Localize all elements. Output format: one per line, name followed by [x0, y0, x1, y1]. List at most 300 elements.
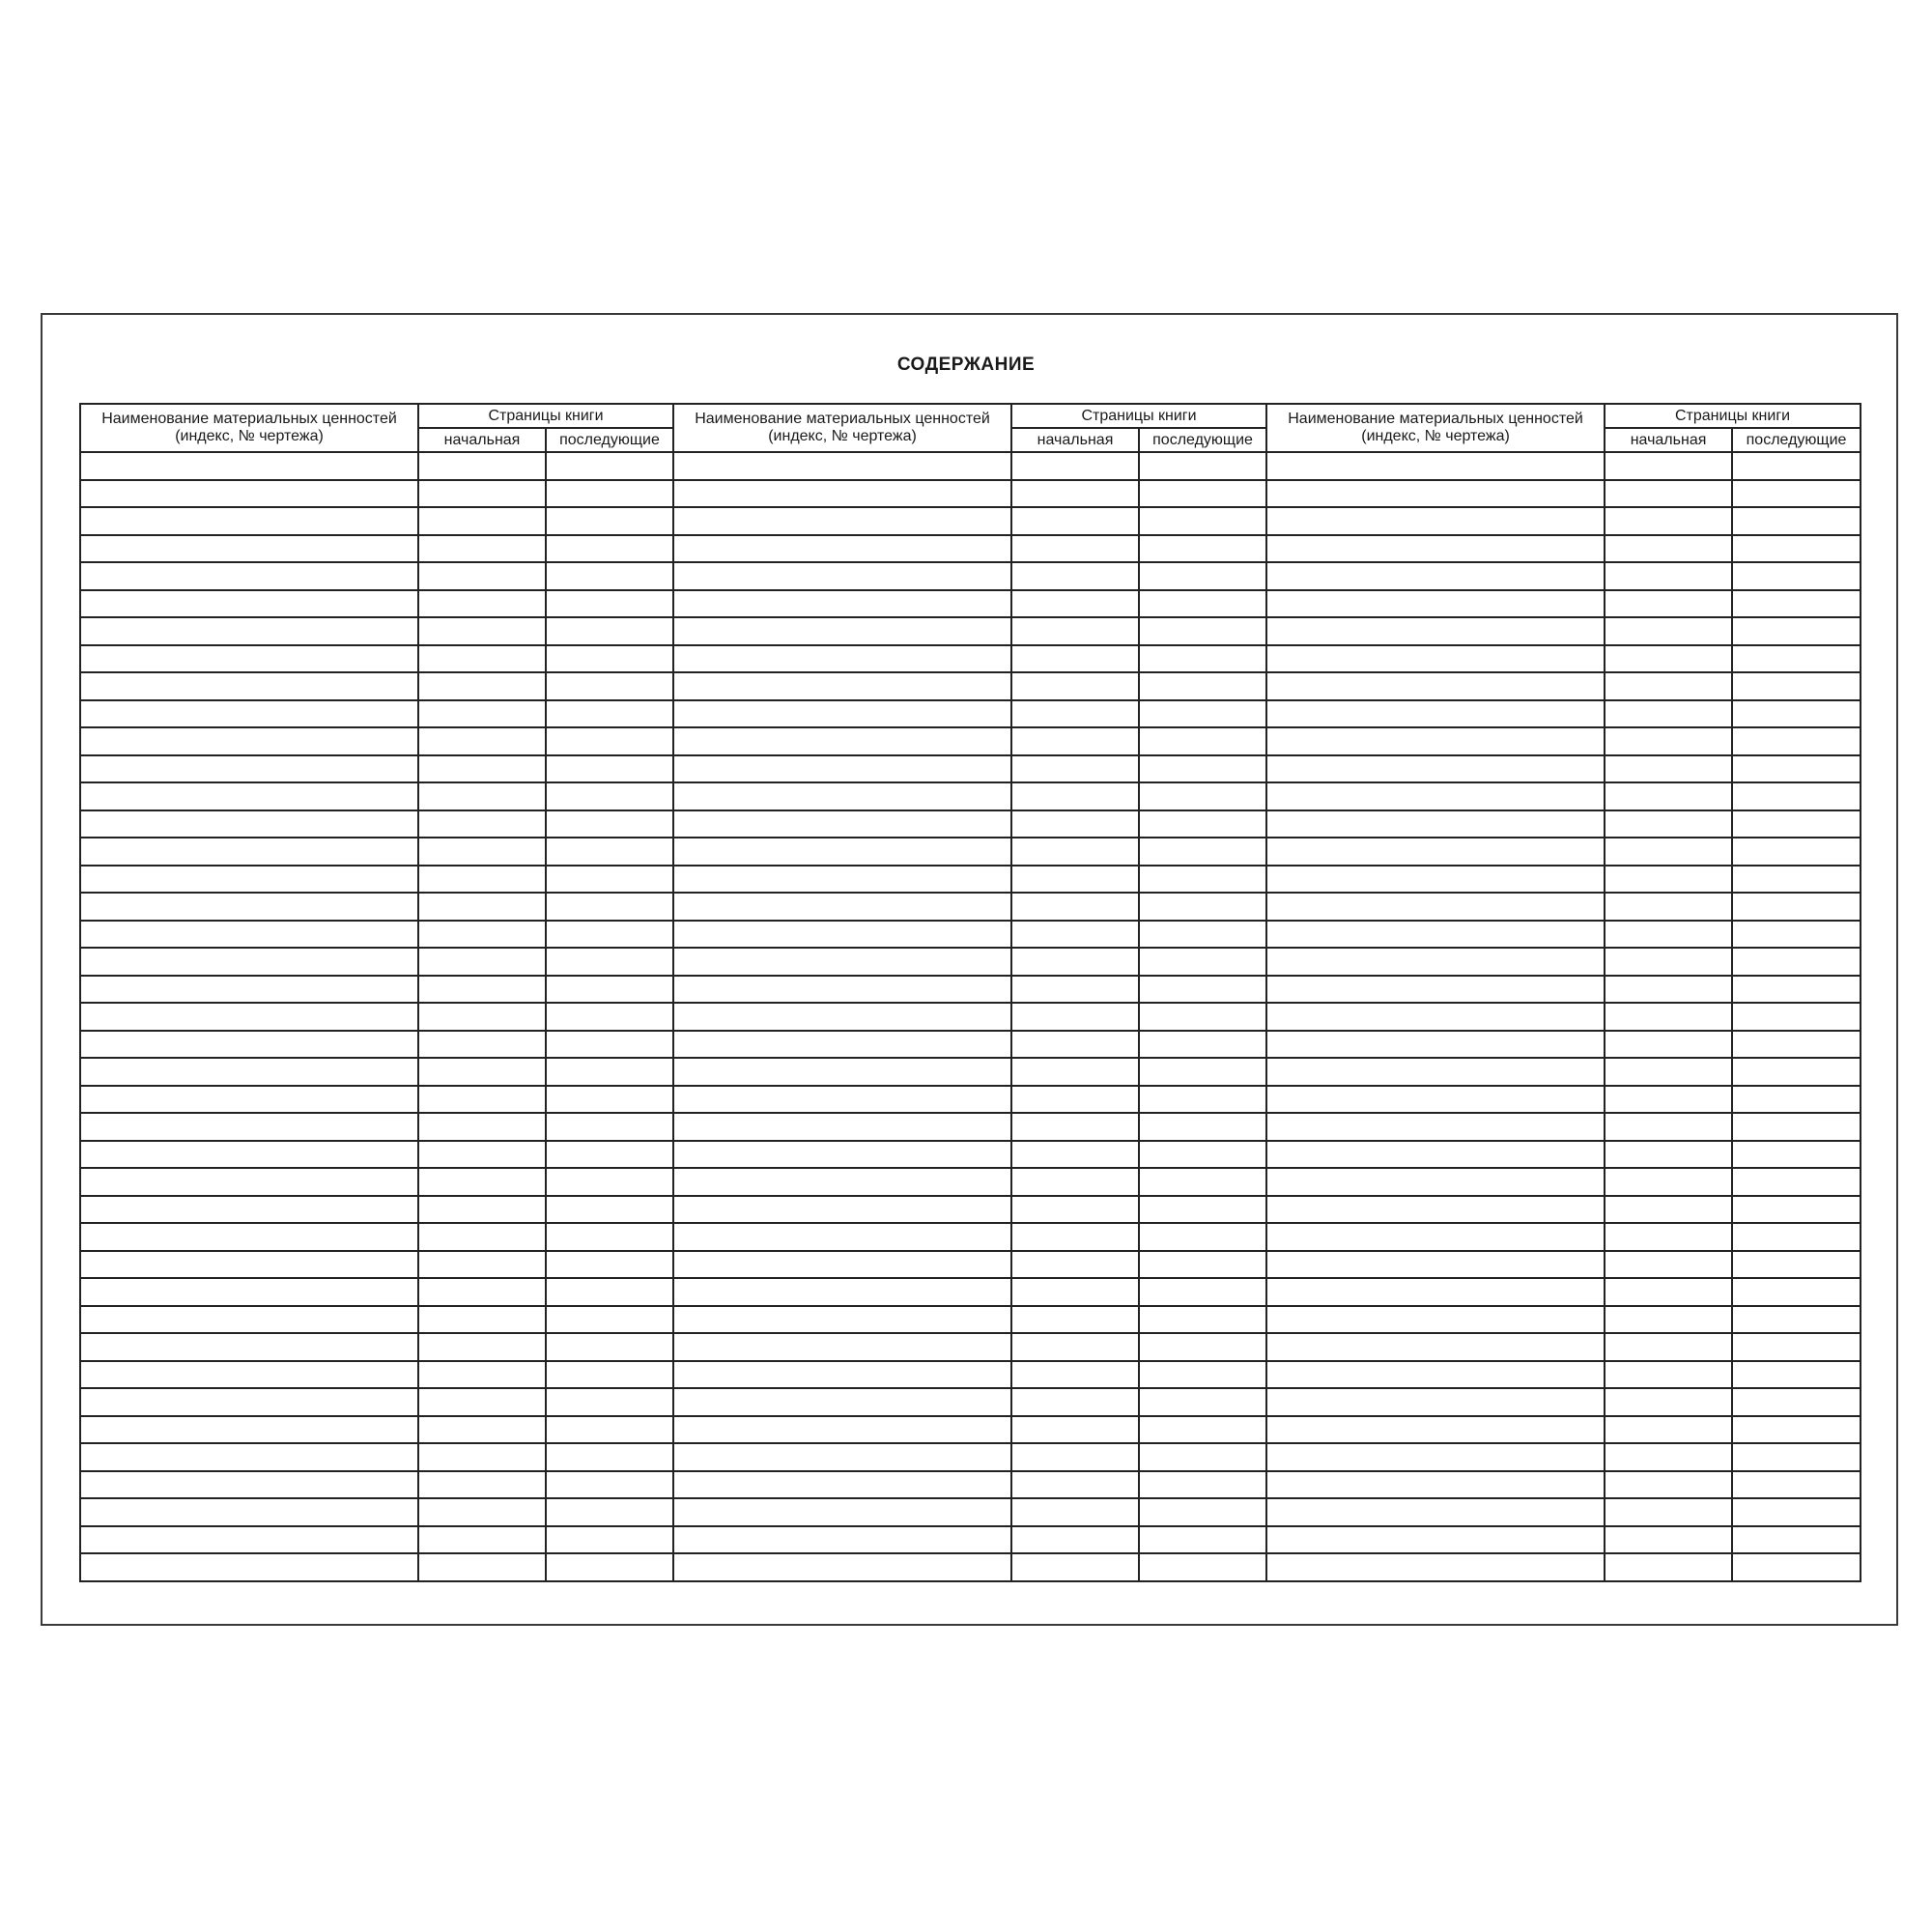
initial-page-cell[interactable] [418, 1471, 546, 1499]
subsequent-page-cell[interactable] [1139, 1086, 1266, 1114]
initial-page-cell[interactable] [1605, 1388, 1732, 1416]
subsequent-page-cell[interactable] [546, 672, 673, 700]
name-cell[interactable] [673, 1278, 1011, 1306]
subsequent-page-cell[interactable] [1732, 1086, 1861, 1114]
initial-page-cell[interactable] [1605, 1113, 1732, 1141]
subsequent-page-cell[interactable] [546, 1058, 673, 1086]
name-cell[interactable] [80, 893, 418, 921]
name-cell[interactable] [1266, 1058, 1605, 1086]
subsequent-page-cell[interactable] [1732, 1251, 1861, 1279]
initial-page-cell[interactable] [1011, 782, 1139, 810]
subsequent-page-cell[interactable] [546, 866, 673, 894]
initial-page-cell[interactable] [418, 590, 546, 618]
name-cell[interactable] [673, 1333, 1011, 1361]
subsequent-page-cell[interactable] [1139, 1251, 1266, 1279]
subsequent-page-cell[interactable] [546, 1306, 673, 1334]
subsequent-page-cell[interactable] [1732, 727, 1861, 755]
initial-page-cell[interactable] [1011, 1168, 1139, 1196]
subsequent-page-cell[interactable] [546, 976, 673, 1004]
subsequent-page-cell[interactable] [1139, 1443, 1266, 1471]
name-cell[interactable] [1266, 1086, 1605, 1114]
subsequent-page-cell[interactable] [546, 1416, 673, 1444]
name-cell[interactable] [1266, 507, 1605, 535]
initial-page-cell[interactable] [1011, 617, 1139, 645]
initial-page-cell[interactable] [1011, 1058, 1139, 1086]
name-cell[interactable] [80, 782, 418, 810]
name-cell[interactable] [673, 1058, 1011, 1086]
initial-page-cell[interactable] [1605, 1003, 1732, 1031]
name-cell[interactable] [673, 1086, 1011, 1114]
subsequent-page-cell[interactable] [1732, 1168, 1861, 1196]
subsequent-page-cell[interactable] [1732, 1526, 1861, 1554]
name-cell[interactable] [80, 838, 418, 866]
name-cell[interactable] [1266, 617, 1605, 645]
name-cell[interactable] [673, 1113, 1011, 1141]
subsequent-page-cell[interactable] [546, 1086, 673, 1114]
subsequent-page-cell[interactable] [1139, 921, 1266, 949]
subsequent-page-cell[interactable] [1139, 1498, 1266, 1526]
initial-page-cell[interactable] [1011, 810, 1139, 838]
name-cell[interactable] [1266, 1443, 1605, 1471]
initial-page-cell[interactable] [418, 1141, 546, 1169]
subsequent-page-cell[interactable] [546, 948, 673, 976]
name-cell[interactable] [1266, 976, 1605, 1004]
name-cell[interactable] [673, 452, 1011, 480]
name-cell[interactable] [1266, 1278, 1605, 1306]
initial-page-cell[interactable] [1011, 1333, 1139, 1361]
subsequent-page-cell[interactable] [546, 1278, 673, 1306]
name-cell[interactable] [80, 921, 418, 949]
subsequent-page-cell[interactable] [1732, 1196, 1861, 1224]
initial-page-cell[interactable] [1605, 755, 1732, 783]
initial-page-cell[interactable] [1605, 948, 1732, 976]
name-cell[interactable] [673, 1471, 1011, 1499]
name-cell[interactable] [1266, 535, 1605, 563]
subsequent-page-cell[interactable] [1732, 838, 1861, 866]
name-cell[interactable] [1266, 810, 1605, 838]
subsequent-page-cell[interactable] [1139, 480, 1266, 508]
subsequent-page-cell[interactable] [546, 727, 673, 755]
subsequent-page-cell[interactable] [546, 507, 673, 535]
subsequent-page-cell[interactable] [1139, 1058, 1266, 1086]
name-cell[interactable] [673, 1031, 1011, 1059]
initial-page-cell[interactable] [418, 1388, 546, 1416]
name-cell[interactable] [80, 1031, 418, 1059]
subsequent-page-cell[interactable] [1139, 1553, 1266, 1581]
initial-page-cell[interactable] [1605, 535, 1732, 563]
subsequent-page-cell[interactable] [546, 1031, 673, 1059]
initial-page-cell[interactable] [1605, 1278, 1732, 1306]
initial-page-cell[interactable] [418, 948, 546, 976]
initial-page-cell[interactable] [1605, 1443, 1732, 1471]
name-cell[interactable] [673, 755, 1011, 783]
subsequent-page-cell[interactable] [1732, 1278, 1861, 1306]
initial-page-cell[interactable] [1011, 590, 1139, 618]
name-cell[interactable] [80, 1443, 418, 1471]
subsequent-page-cell[interactable] [546, 810, 673, 838]
name-cell[interactable] [1266, 1223, 1605, 1251]
subsequent-page-cell[interactable] [1139, 590, 1266, 618]
name-cell[interactable] [1266, 1333, 1605, 1361]
subsequent-page-cell[interactable] [1139, 1223, 1266, 1251]
subsequent-page-cell[interactable] [1139, 810, 1266, 838]
initial-page-cell[interactable] [418, 1196, 546, 1224]
subsequent-page-cell[interactable] [546, 700, 673, 728]
subsequent-page-cell[interactable] [546, 1553, 673, 1581]
initial-page-cell[interactable] [1605, 1333, 1732, 1361]
name-cell[interactable] [80, 1251, 418, 1279]
initial-page-cell[interactable] [1605, 1031, 1732, 1059]
subsequent-page-cell[interactable] [1732, 1031, 1861, 1059]
name-cell[interactable] [673, 1141, 1011, 1169]
initial-page-cell[interactable] [1011, 1443, 1139, 1471]
subsequent-page-cell[interactable] [1139, 1388, 1266, 1416]
name-cell[interactable] [673, 1498, 1011, 1526]
initial-page-cell[interactable] [1011, 1416, 1139, 1444]
name-cell[interactable] [1266, 948, 1605, 976]
name-cell[interactable] [1266, 645, 1605, 673]
initial-page-cell[interactable] [418, 1553, 546, 1581]
initial-page-cell[interactable] [1011, 1361, 1139, 1389]
name-cell[interactable] [1266, 590, 1605, 618]
subsequent-page-cell[interactable] [546, 921, 673, 949]
initial-page-cell[interactable] [1011, 893, 1139, 921]
subsequent-page-cell[interactable] [546, 480, 673, 508]
subsequent-page-cell[interactable] [546, 782, 673, 810]
subsequent-page-cell[interactable] [1732, 1306, 1861, 1334]
subsequent-page-cell[interactable] [1139, 1278, 1266, 1306]
name-cell[interactable] [1266, 838, 1605, 866]
name-cell[interactable] [80, 755, 418, 783]
name-cell[interactable] [80, 645, 418, 673]
name-cell[interactable] [80, 507, 418, 535]
initial-page-cell[interactable] [1011, 1388, 1139, 1416]
name-cell[interactable] [80, 727, 418, 755]
name-cell[interactable] [673, 1416, 1011, 1444]
initial-page-cell[interactable] [1605, 727, 1732, 755]
subsequent-page-cell[interactable] [546, 1526, 673, 1554]
subsequent-page-cell[interactable] [1732, 590, 1861, 618]
name-cell[interactable] [1266, 1251, 1605, 1279]
subsequent-page-cell[interactable] [1732, 921, 1861, 949]
subsequent-page-cell[interactable] [1732, 948, 1861, 976]
name-cell[interactable] [80, 1306, 418, 1334]
name-cell[interactable] [80, 948, 418, 976]
subsequent-page-cell[interactable] [546, 755, 673, 783]
subsequent-page-cell[interactable] [1732, 1416, 1861, 1444]
subsequent-page-cell[interactable] [546, 452, 673, 480]
name-cell[interactable] [673, 866, 1011, 894]
subsequent-page-cell[interactable] [1732, 1223, 1861, 1251]
subsequent-page-cell[interactable] [1139, 1471, 1266, 1499]
initial-page-cell[interactable] [1011, 866, 1139, 894]
name-cell[interactable] [1266, 1003, 1605, 1031]
subsequent-page-cell[interactable] [1732, 1471, 1861, 1499]
initial-page-cell[interactable] [1605, 1223, 1732, 1251]
initial-page-cell[interactable] [1011, 1306, 1139, 1334]
initial-page-cell[interactable] [1605, 1361, 1732, 1389]
name-cell[interactable] [1266, 893, 1605, 921]
initial-page-cell[interactable] [418, 810, 546, 838]
subsequent-page-cell[interactable] [546, 535, 673, 563]
initial-page-cell[interactable] [1011, 672, 1139, 700]
subsequent-page-cell[interactable] [1732, 645, 1861, 673]
initial-page-cell[interactable] [1605, 700, 1732, 728]
name-cell[interactable] [80, 1526, 418, 1554]
initial-page-cell[interactable] [1605, 1498, 1732, 1526]
name-cell[interactable] [673, 976, 1011, 1004]
initial-page-cell[interactable] [1011, 1498, 1139, 1526]
subsequent-page-cell[interactable] [1139, 1196, 1266, 1224]
initial-page-cell[interactable] [1011, 480, 1139, 508]
subsequent-page-cell[interactable] [1732, 1058, 1861, 1086]
initial-page-cell[interactable] [1605, 810, 1732, 838]
subsequent-page-cell[interactable] [1139, 838, 1266, 866]
subsequent-page-cell[interactable] [546, 1333, 673, 1361]
initial-page-cell[interactable] [418, 755, 546, 783]
initial-page-cell[interactable] [1011, 645, 1139, 673]
name-cell[interactable] [1266, 1196, 1605, 1224]
initial-page-cell[interactable] [418, 866, 546, 894]
name-cell[interactable] [673, 1361, 1011, 1389]
subsequent-page-cell[interactable] [1139, 1333, 1266, 1361]
name-cell[interactable] [80, 1141, 418, 1169]
initial-page-cell[interactable] [1605, 893, 1732, 921]
subsequent-page-cell[interactable] [546, 1443, 673, 1471]
subsequent-page-cell[interactable] [546, 1113, 673, 1141]
name-cell[interactable] [673, 1196, 1011, 1224]
initial-page-cell[interactable] [1605, 1058, 1732, 1086]
initial-page-cell[interactable] [1011, 1031, 1139, 1059]
subsequent-page-cell[interactable] [1732, 810, 1861, 838]
name-cell[interactable] [673, 838, 1011, 866]
initial-page-cell[interactable] [418, 535, 546, 563]
initial-page-cell[interactable] [1605, 1306, 1732, 1334]
subsequent-page-cell[interactable] [1732, 1498, 1861, 1526]
initial-page-cell[interactable] [1605, 1086, 1732, 1114]
initial-page-cell[interactable] [1011, 452, 1139, 480]
subsequent-page-cell[interactable] [1139, 976, 1266, 1004]
subsequent-page-cell[interactable] [1732, 1333, 1861, 1361]
initial-page-cell[interactable] [418, 1223, 546, 1251]
name-cell[interactable] [1266, 1361, 1605, 1389]
initial-page-cell[interactable] [418, 1003, 546, 1031]
name-cell[interactable] [673, 810, 1011, 838]
initial-page-cell[interactable] [418, 921, 546, 949]
name-cell[interactable] [673, 700, 1011, 728]
subsequent-page-cell[interactable] [1732, 452, 1861, 480]
subsequent-page-cell[interactable] [546, 1003, 673, 1031]
initial-page-cell[interactable] [1605, 452, 1732, 480]
subsequent-page-cell[interactable] [546, 1251, 673, 1279]
name-cell[interactable] [80, 1388, 418, 1416]
name-cell[interactable] [80, 1196, 418, 1224]
name-cell[interactable] [80, 562, 418, 590]
initial-page-cell[interactable] [418, 617, 546, 645]
name-cell[interactable] [80, 1471, 418, 1499]
initial-page-cell[interactable] [1011, 1141, 1139, 1169]
subsequent-page-cell[interactable] [1139, 645, 1266, 673]
subsequent-page-cell[interactable] [546, 1498, 673, 1526]
initial-page-cell[interactable] [1011, 755, 1139, 783]
initial-page-cell[interactable] [418, 452, 546, 480]
initial-page-cell[interactable] [1011, 727, 1139, 755]
subsequent-page-cell[interactable] [1139, 535, 1266, 563]
subsequent-page-cell[interactable] [1732, 617, 1861, 645]
name-cell[interactable] [1266, 1306, 1605, 1334]
name-cell[interactable] [673, 1306, 1011, 1334]
subsequent-page-cell[interactable] [1139, 1113, 1266, 1141]
initial-page-cell[interactable] [418, 1058, 546, 1086]
name-cell[interactable] [673, 590, 1011, 618]
name-cell[interactable] [1266, 1113, 1605, 1141]
subsequent-page-cell[interactable] [1139, 1168, 1266, 1196]
name-cell[interactable] [673, 1003, 1011, 1031]
subsequent-page-cell[interactable] [1732, 893, 1861, 921]
subsequent-page-cell[interactable] [1139, 1416, 1266, 1444]
subsequent-page-cell[interactable] [1732, 1141, 1861, 1169]
subsequent-page-cell[interactable] [1139, 1031, 1266, 1059]
name-cell[interactable] [673, 507, 1011, 535]
initial-page-cell[interactable] [418, 1168, 546, 1196]
name-cell[interactable] [1266, 866, 1605, 894]
subsequent-page-cell[interactable] [546, 562, 673, 590]
name-cell[interactable] [80, 1113, 418, 1141]
initial-page-cell[interactable] [1605, 1526, 1732, 1554]
initial-page-cell[interactable] [1605, 866, 1732, 894]
name-cell[interactable] [673, 1251, 1011, 1279]
initial-page-cell[interactable] [418, 782, 546, 810]
name-cell[interactable] [673, 1553, 1011, 1581]
subsequent-page-cell[interactable] [1139, 1306, 1266, 1334]
name-cell[interactable] [673, 1526, 1011, 1554]
name-cell[interactable] [673, 921, 1011, 949]
initial-page-cell[interactable] [1605, 921, 1732, 949]
initial-page-cell[interactable] [1605, 562, 1732, 590]
name-cell[interactable] [673, 948, 1011, 976]
initial-page-cell[interactable] [1605, 1251, 1732, 1279]
name-cell[interactable] [673, 893, 1011, 921]
name-cell[interactable] [80, 480, 418, 508]
subsequent-page-cell[interactable] [1139, 866, 1266, 894]
subsequent-page-cell[interactable] [546, 590, 673, 618]
initial-page-cell[interactable] [1011, 535, 1139, 563]
initial-page-cell[interactable] [1011, 1251, 1139, 1279]
name-cell[interactable] [1266, 1388, 1605, 1416]
initial-page-cell[interactable] [1011, 838, 1139, 866]
name-cell[interactable] [673, 727, 1011, 755]
initial-page-cell[interactable] [1011, 1223, 1139, 1251]
subsequent-page-cell[interactable] [1732, 700, 1861, 728]
name-cell[interactable] [1266, 755, 1605, 783]
name-cell[interactable] [80, 1416, 418, 1444]
subsequent-page-cell[interactable] [546, 617, 673, 645]
initial-page-cell[interactable] [418, 672, 546, 700]
initial-page-cell[interactable] [418, 1086, 546, 1114]
name-cell[interactable] [673, 562, 1011, 590]
subsequent-page-cell[interactable] [1732, 976, 1861, 1004]
subsequent-page-cell[interactable] [1139, 755, 1266, 783]
subsequent-page-cell[interactable] [546, 1196, 673, 1224]
name-cell[interactable] [673, 645, 1011, 673]
initial-page-cell[interactable] [418, 1443, 546, 1471]
initial-page-cell[interactable] [418, 1113, 546, 1141]
subsequent-page-cell[interactable] [546, 1223, 673, 1251]
initial-page-cell[interactable] [418, 1251, 546, 1279]
initial-page-cell[interactable] [418, 1361, 546, 1389]
subsequent-page-cell[interactable] [1732, 562, 1861, 590]
initial-page-cell[interactable] [1011, 562, 1139, 590]
initial-page-cell[interactable] [418, 976, 546, 1004]
initial-page-cell[interactable] [1011, 1196, 1139, 1224]
name-cell[interactable] [1266, 562, 1605, 590]
name-cell[interactable] [1266, 1471, 1605, 1499]
initial-page-cell[interactable] [418, 480, 546, 508]
name-cell[interactable] [80, 1058, 418, 1086]
initial-page-cell[interactable] [1605, 590, 1732, 618]
subsequent-page-cell[interactable] [1732, 480, 1861, 508]
name-cell[interactable] [80, 1168, 418, 1196]
name-cell[interactable] [1266, 480, 1605, 508]
name-cell[interactable] [80, 1086, 418, 1114]
initial-page-cell[interactable] [1605, 1471, 1732, 1499]
initial-page-cell[interactable] [1605, 782, 1732, 810]
subsequent-page-cell[interactable] [1139, 562, 1266, 590]
name-cell[interactable] [80, 1223, 418, 1251]
subsequent-page-cell[interactable] [546, 838, 673, 866]
name-cell[interactable] [1266, 921, 1605, 949]
initial-page-cell[interactable] [1011, 1278, 1139, 1306]
initial-page-cell[interactable] [1011, 1471, 1139, 1499]
name-cell[interactable] [1266, 1526, 1605, 1554]
initial-page-cell[interactable] [1011, 1526, 1139, 1554]
initial-page-cell[interactable] [1605, 507, 1732, 535]
name-cell[interactable] [673, 617, 1011, 645]
name-cell[interactable] [673, 1443, 1011, 1471]
initial-page-cell[interactable] [1605, 838, 1732, 866]
name-cell[interactable] [80, 810, 418, 838]
initial-page-cell[interactable] [418, 562, 546, 590]
subsequent-page-cell[interactable] [546, 645, 673, 673]
initial-page-cell[interactable] [1011, 921, 1139, 949]
initial-page-cell[interactable] [418, 727, 546, 755]
subsequent-page-cell[interactable] [546, 893, 673, 921]
subsequent-page-cell[interactable] [1732, 1388, 1861, 1416]
name-cell[interactable] [1266, 1498, 1605, 1526]
initial-page-cell[interactable] [1011, 1086, 1139, 1114]
initial-page-cell[interactable] [418, 1333, 546, 1361]
initial-page-cell[interactable] [418, 645, 546, 673]
initial-page-cell[interactable] [418, 1498, 546, 1526]
initial-page-cell[interactable] [1605, 672, 1732, 700]
name-cell[interactable] [80, 866, 418, 894]
subsequent-page-cell[interactable] [1732, 535, 1861, 563]
name-cell[interactable] [80, 1333, 418, 1361]
name-cell[interactable] [80, 617, 418, 645]
initial-page-cell[interactable] [1605, 1416, 1732, 1444]
initial-page-cell[interactable] [1011, 976, 1139, 1004]
initial-page-cell[interactable] [1011, 1553, 1139, 1581]
subsequent-page-cell[interactable] [1732, 507, 1861, 535]
name-cell[interactable] [80, 700, 418, 728]
subsequent-page-cell[interactable] [1139, 727, 1266, 755]
subsequent-page-cell[interactable] [1139, 617, 1266, 645]
name-cell[interactable] [80, 535, 418, 563]
name-cell[interactable] [1266, 700, 1605, 728]
subsequent-page-cell[interactable] [1139, 1141, 1266, 1169]
name-cell[interactable] [673, 672, 1011, 700]
initial-page-cell[interactable] [1011, 948, 1139, 976]
